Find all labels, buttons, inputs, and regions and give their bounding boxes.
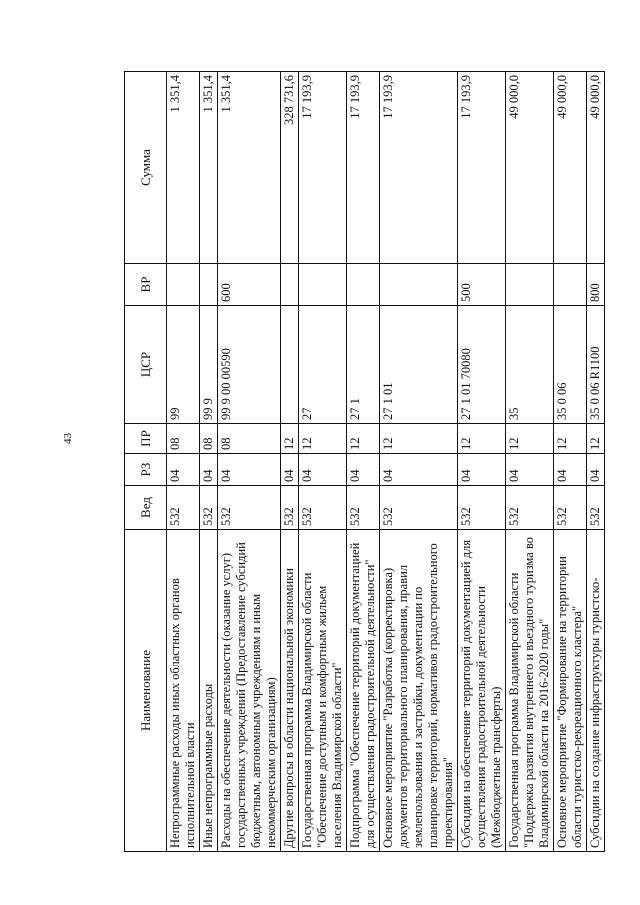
row-pr: 12 — [281, 424, 299, 454]
row-sum: 49 000,0 — [506, 72, 554, 264]
row-csr: 99 9 — [200, 306, 218, 424]
table-row — [167, 72, 200, 852]
row-rz: 04 — [587, 454, 605, 486]
row-ved: 532 — [458, 486, 506, 530]
row-ved: 532 — [281, 486, 299, 530]
row-sum: 49 000,0 — [554, 72, 587, 264]
row-ved: 532 — [554, 486, 587, 530]
header-name: Наименование — [125, 530, 167, 852]
row-rz: 04 — [167, 454, 200, 486]
row-csr: 99 — [167, 306, 200, 424]
row-rz: 04 — [218, 454, 281, 486]
row-vr — [200, 264, 218, 306]
row-sum: 1 351,4 — [200, 72, 218, 264]
row-name: Основное мероприятие "Разработка (корректировка) документов территориального планирования, правил землепользования и застройки, документации по планировке территорий, нормативов градостроительного проектирования" — [380, 530, 458, 852]
table-row — [200, 72, 218, 852]
row-name: Другие вопросы в области национальной экономики — [281, 530, 299, 852]
row-sum: 1 351,4 — [218, 72, 281, 264]
table-row — [587, 72, 605, 852]
header-rz: РЗ — [125, 454, 167, 486]
row-pr: 12 — [554, 424, 587, 454]
row-ved: 532 — [380, 486, 458, 530]
row-name: Расходы на обеспечение деятельности (оказание услуг) государственных учреждений (Предоставление субсидий бюджетным, автономным учреждениям и иным некоммерческим организациям) — [218, 530, 281, 852]
header-sum: Сумма — [125, 72, 167, 264]
row-ved: 532 — [506, 486, 554, 530]
row-vr: 500 — [458, 264, 506, 306]
row-csr: 35 — [506, 306, 554, 424]
table-row — [218, 72, 281, 852]
row-pr: 08 — [167, 424, 200, 454]
row-vr — [554, 264, 587, 306]
row-vr — [281, 264, 299, 306]
row-csr: 27 — [299, 306, 347, 424]
row-pr: 08 — [218, 424, 281, 454]
row-pr: 12 — [380, 424, 458, 454]
row-name: Субсидии на создание инфраструктуры туристско- — [587, 530, 605, 852]
row-vr — [167, 264, 200, 306]
row-vr — [506, 264, 554, 306]
row-sum: 1 351,4 — [167, 72, 200, 264]
row-sum: 17 193,9 — [458, 72, 506, 264]
row-rz: 04 — [458, 454, 506, 486]
table-row — [281, 72, 299, 852]
row-csr — [281, 306, 299, 424]
table-row — [458, 72, 506, 852]
row-csr: 27 1 01 — [380, 306, 458, 424]
row-csr: 27 1 01 70080 — [458, 306, 506, 424]
row-ved: 532 — [347, 486, 380, 530]
row-csr: 99 9 00 00590 — [218, 306, 281, 424]
row-pr: 12 — [506, 424, 554, 454]
row-ved: 532 — [587, 486, 605, 530]
table-header-row — [125, 72, 167, 852]
table-row — [554, 72, 587, 852]
row-rz: 04 — [506, 454, 554, 486]
budget-table — [124, 71, 605, 852]
table-row — [506, 72, 554, 852]
row-ved: 532 — [218, 486, 281, 530]
row-sum: 328 731,6 — [281, 72, 299, 264]
table-row — [380, 72, 458, 852]
row-ved: 532 — [167, 486, 200, 530]
row-rz: 04 — [554, 454, 587, 486]
row-rz: 04 — [347, 454, 380, 486]
row-pr: 12 — [299, 424, 347, 454]
row-csr: 35 0 06 R1100 — [587, 306, 605, 424]
row-pr: 08 — [200, 424, 218, 454]
row-name: Подпрограмма "Обеспечение территорий документацией для осуществления градостроительной деятельности" — [347, 530, 380, 852]
row-name: Иные непрограммные расходы — [200, 530, 218, 852]
row-name: Государственная программа Владимирской области "Поддержка развития внутреннего и въездного туризма во Владимирской области на 2016-2020 годы" — [506, 530, 554, 852]
row-pr: 12 — [458, 424, 506, 454]
row-ved: 532 — [299, 486, 347, 530]
row-sum: 17 193,9 — [380, 72, 458, 264]
row-sum: 49 000,0 — [587, 72, 605, 264]
row-vr: 600 — [218, 264, 281, 306]
row-vr — [347, 264, 380, 306]
row-rz: 04 — [299, 454, 347, 486]
row-name: Непрограммные расходы иных областных органов исполнительной власти — [167, 530, 200, 852]
header-ved: Вед — [125, 486, 167, 530]
row-pr: 12 — [587, 424, 605, 454]
table-row — [347, 72, 380, 852]
row-rz: 04 — [281, 454, 299, 486]
table-row — [299, 72, 347, 852]
row-vr — [380, 264, 458, 306]
row-sum: 17 193,9 — [299, 72, 347, 264]
row-pr: 12 — [347, 424, 380, 454]
row-sum: 17 193,9 — [347, 72, 380, 264]
row-rz: 04 — [380, 454, 458, 486]
row-name: Государственная программа Владимирской области "Обеспечение доступным и комфортным жильем населения Владимирской области" — [299, 530, 347, 852]
row-name: Основное мероприятие "Формирование на территории области туристско-рекреационного кластера" — [554, 530, 587, 852]
header-vr: ВР — [125, 264, 167, 306]
row-csr: 35 0 06 — [554, 306, 587, 424]
row-name: Субсидии на обеспечение территорий документацией для осуществления градостроительной деятельности (Межбюджетные трансферты) — [458, 530, 506, 852]
row-vr — [299, 264, 347, 306]
row-vr: 800 — [587, 264, 605, 306]
header-pr: ПР — [125, 424, 167, 454]
header-csr: ЦСР — [125, 306, 167, 424]
page-number: 43 — [62, 433, 74, 444]
table-container — [124, 72, 602, 852]
row-ved: 532 — [200, 486, 218, 530]
row-csr: 27 1 — [347, 306, 380, 424]
row-rz: 04 — [200, 454, 218, 486]
